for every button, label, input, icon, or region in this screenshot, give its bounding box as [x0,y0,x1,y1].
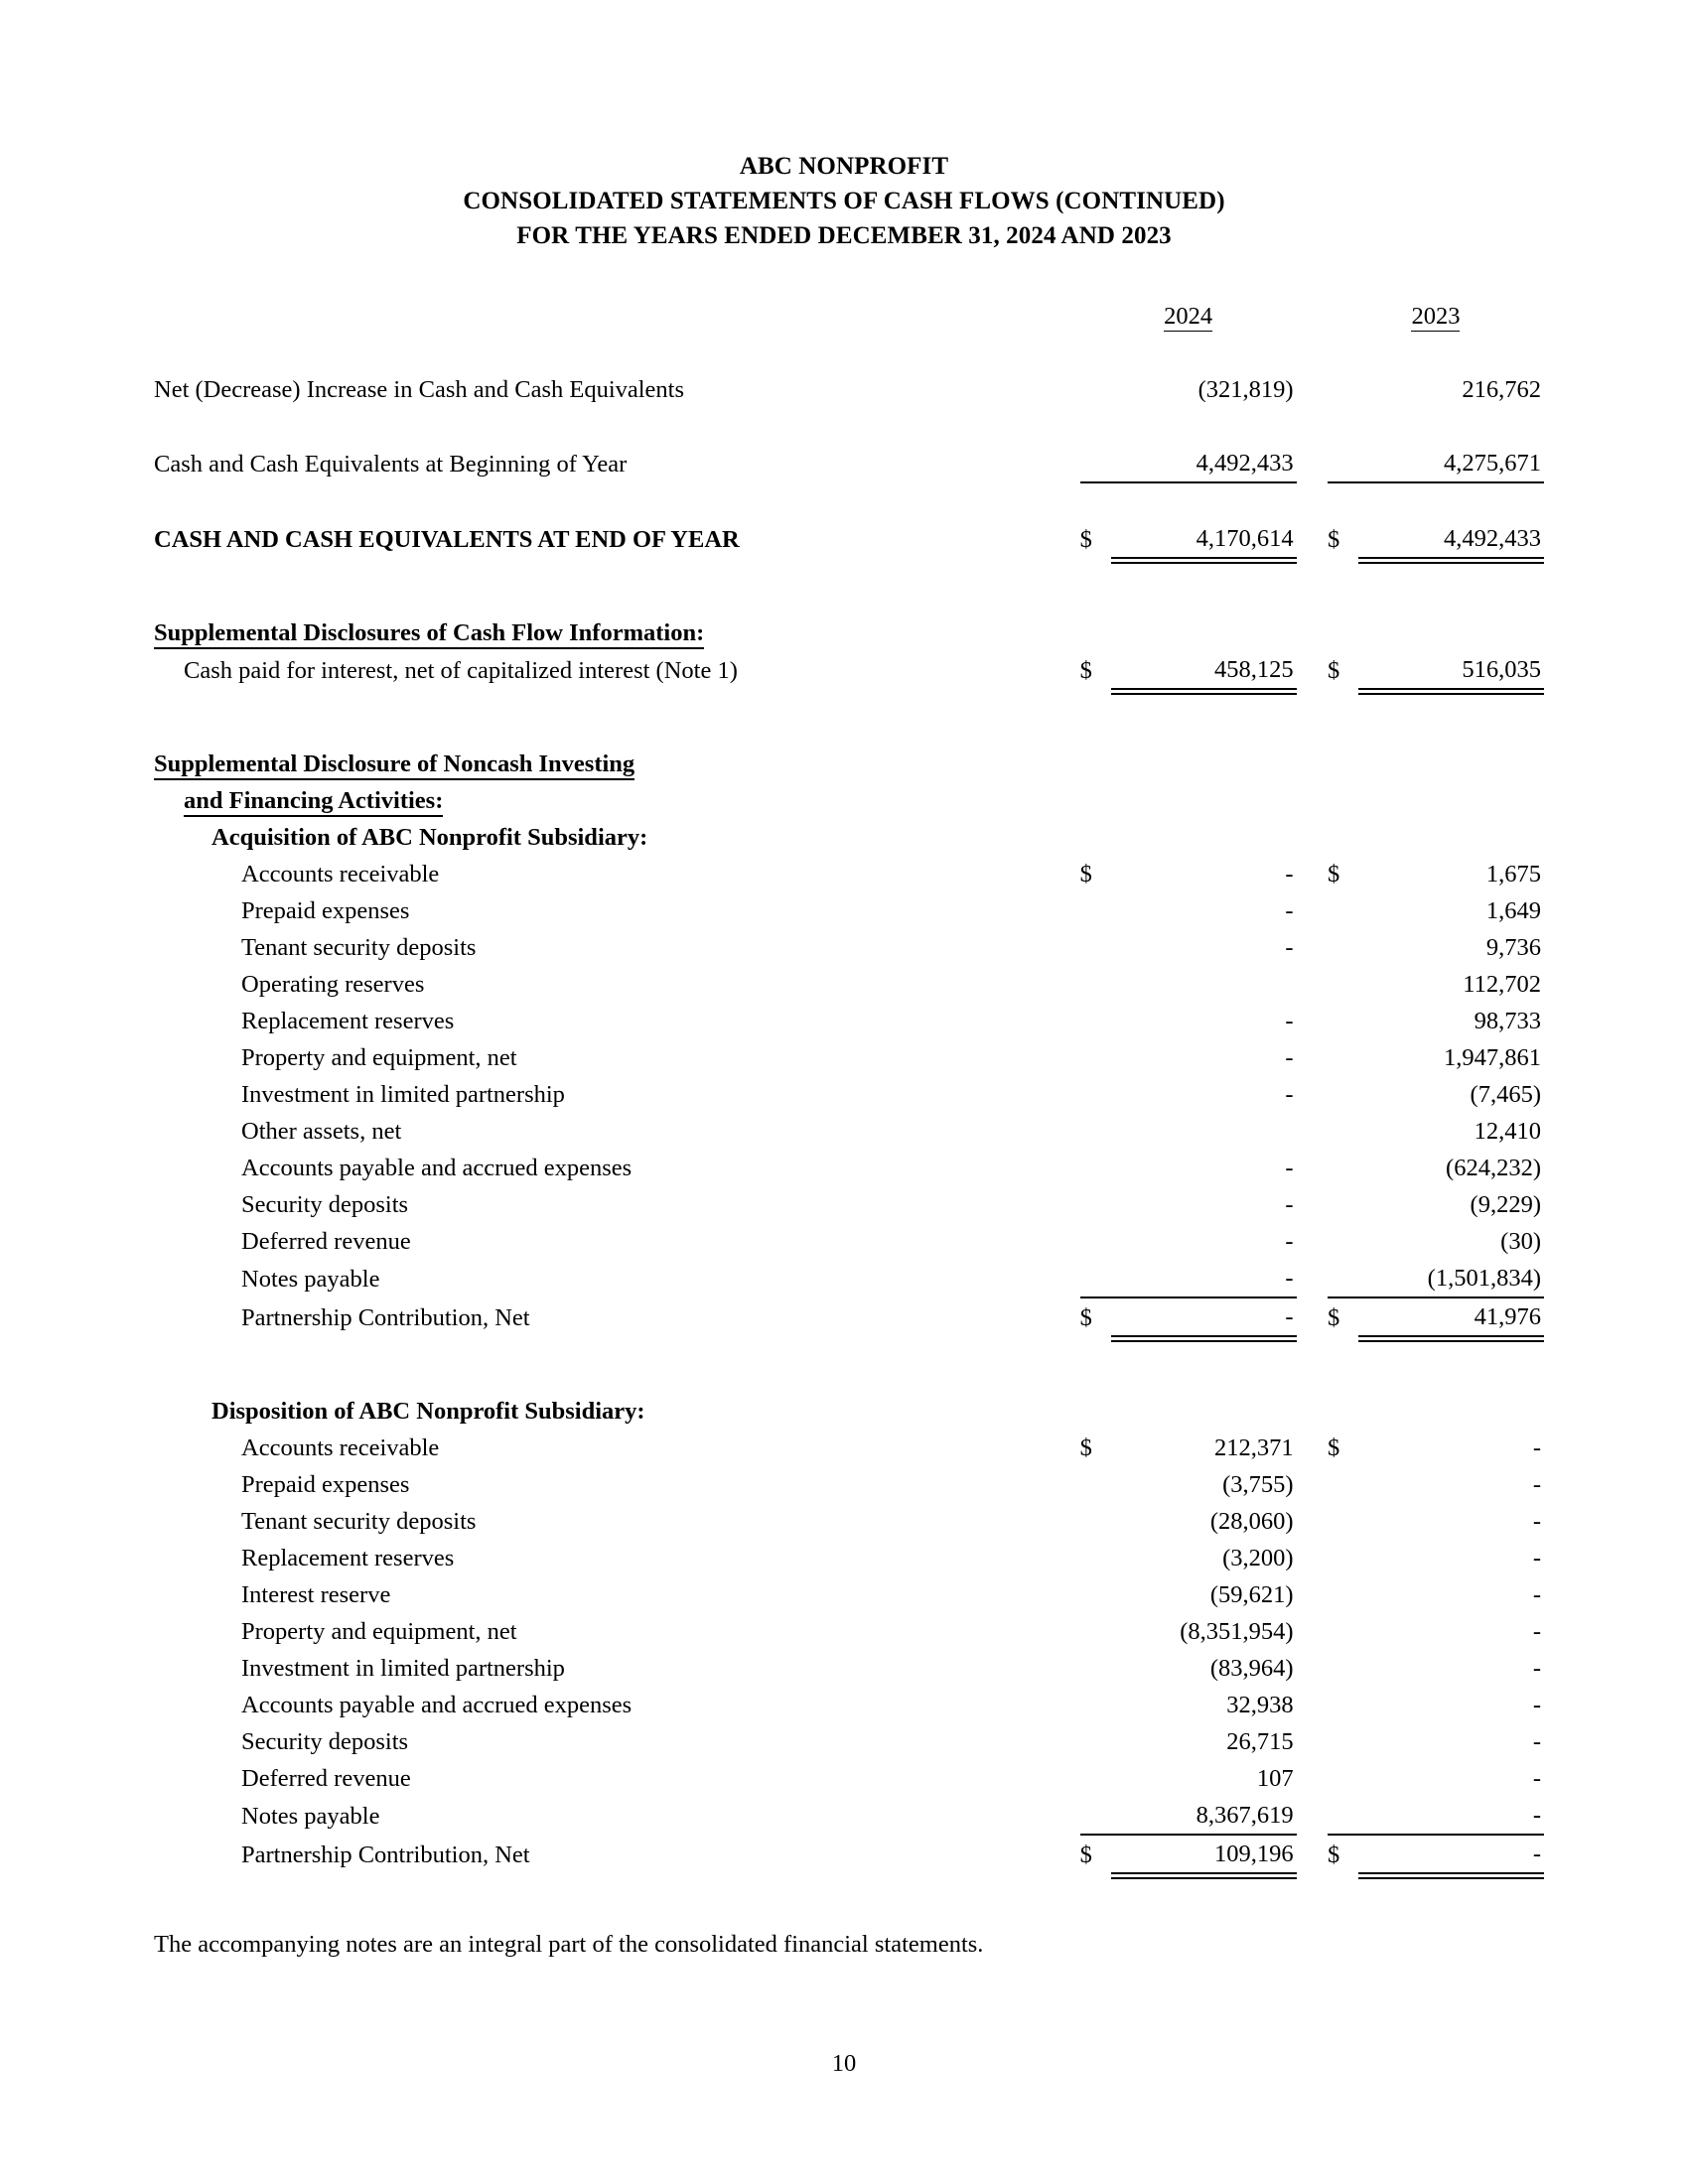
column-header-row [154,298,1544,335]
spacer-row [154,482,1544,520]
currency-2024 [1080,1223,1111,1260]
value-2023: 41,976 [1358,1297,1544,1336]
column-gap [1297,1650,1328,1687]
value-2024: (28,060) [1209,1508,1294,1535]
value-2024: 107 [1256,1765,1294,1792]
column-gap [1297,1186,1328,1223]
currency-2024 [1080,1650,1111,1687]
column-gap [1297,1297,1328,1336]
currency-2024: $ [1079,1434,1092,1461]
currency-2024 [1080,1797,1111,1835]
table-row [154,1797,1544,1835]
value-2024: (8,351,954) [1180,1618,1294,1645]
column-gap [1297,1797,1328,1835]
row-label: Other assets, net [241,1118,402,1145]
table-row [154,1540,1544,1576]
table-row [154,929,1544,966]
currency-2024 [1080,1576,1111,1613]
value-2023: - [1358,1835,1544,1873]
column-gap [1297,651,1328,689]
row-label: Partnership Contribution, Net [241,1304,530,1331]
section-heading-supplemental-cash-flow [154,614,1544,651]
table-row [154,1150,1544,1186]
value-2023: 216,762 [1462,376,1541,403]
currency-2023: $ [1328,1297,1358,1336]
value-2024: 32,938 [1226,1692,1294,1718]
column-gap [1297,892,1328,929]
table-row [154,1723,1544,1760]
table-row [154,1039,1544,1076]
value-2023: - [1532,1508,1541,1535]
spacer-row [154,1336,1544,1393]
currency-2024 [1080,1540,1111,1576]
column-gap [1297,1540,1328,1576]
row-label: CASH AND CASH EQUIVALENTS AT END OF YEAR [154,526,740,553]
accompanying-notes-text: The accompanying notes are an integral part of the consolidated financial statements. [154,1931,984,1958]
row-label: Accounts receivable [241,1434,440,1461]
value-2024: - [1285,861,1294,887]
column-gap [1297,1503,1328,1540]
currency-2024 [1080,1723,1111,1760]
row-label: Replacement reserves [241,1545,455,1571]
column-gap [1297,966,1328,1003]
table-row [154,1466,1544,1503]
row-label: Accounts receivable [241,861,440,887]
column-gap [1297,1003,1328,1039]
subsection-heading-disposition [154,1393,1544,1430]
value-2023: 9,736 [1485,934,1541,961]
value-2023: 516,035 [1358,651,1544,689]
value-2023: - [1532,1802,1541,1829]
spacer-row [154,408,1544,445]
currency-2024: $ [1079,526,1092,553]
currency-2024: $ [1079,657,1092,684]
currency-2024 [1080,1039,1111,1076]
cash-flow-table [154,298,1544,1874]
table-row [154,1430,1544,1466]
row-label: Cash paid for interest, net of capitalized interest (Note 1) [184,657,738,684]
currency-2023 [1328,1150,1358,1186]
currency-2023 [1328,929,1358,966]
currency-2023 [1328,892,1358,929]
table-row [154,1760,1544,1797]
currency-2024: $ [1080,1835,1111,1873]
value-2024 [1111,966,1297,1003]
currency-2023 [1328,1113,1358,1150]
value-2023: 1,947,861 [1444,1044,1541,1071]
currency-2024 [1080,1150,1111,1186]
value-2023: - [1532,1618,1541,1645]
acquisition-items [154,856,1544,1297]
value-2024: - [1285,897,1294,924]
spacer-row [154,558,1544,614]
column-gap [1297,1723,1328,1760]
statement-period: FOR THE YEARS ENDED DECEMBER 31, 2024 AND 2023 [516,222,1172,249]
column-gap [1297,1760,1328,1797]
currency-2024 [1080,929,1111,966]
currency-2023 [1328,1760,1358,1797]
disposition-items [154,1430,1544,1835]
column-gap [1297,445,1328,482]
currency-2023: $ [1327,1434,1340,1461]
row-label: Investment in limited partnership [241,1081,565,1108]
column-gap [1297,1613,1328,1650]
subsection-heading-label: Acquisition of ABC Nonprofit Subsidiary: [211,824,648,851]
currency-2024 [1080,445,1111,482]
column-gap [1297,1466,1328,1503]
currency-2024 [1080,1466,1111,1503]
table-row [154,1186,1544,1223]
table-row [154,1503,1544,1540]
currency-2023 [1328,966,1358,1003]
column-gap [1297,371,1328,408]
currency-2023 [1328,1687,1358,1723]
currency-2023 [1328,1039,1358,1076]
value-2024: (3,200) [1222,1545,1294,1571]
table-row-acquisition-total [154,1297,1544,1336]
table-row [154,966,1544,1003]
column-gap [1297,1113,1328,1150]
row-label: Operating reserves [241,971,425,998]
currency-2023 [1328,1650,1358,1687]
row-label: Interest reserve [241,1581,391,1608]
value-2023: (9,229) [1470,1191,1541,1218]
value-2024: - [1111,1297,1297,1336]
statement-title: CONSOLIDATED STATEMENTS OF CASH FLOWS (CONTINUED) [463,188,1225,214]
currency-2023 [1328,1466,1358,1503]
value-2023: (624,232) [1446,1155,1541,1181]
currency-2023: $ [1327,657,1340,684]
value-2023: - [1532,1765,1541,1792]
currency-2023 [1328,1503,1358,1540]
currency-2024: $ [1079,861,1092,887]
value-2024: - [1285,1228,1294,1255]
value-2023: - [1532,1581,1541,1608]
currency-2023 [1328,1576,1358,1613]
table-row [154,1223,1544,1260]
column-gap [1297,1260,1328,1297]
value-2024: (3,755) [1222,1471,1294,1498]
currency-2024: $ [1080,1297,1111,1336]
value-2024: - [1285,934,1294,961]
table-row [154,1650,1544,1687]
value-2024: (59,621) [1209,1581,1294,1608]
value-2023: - [1532,1545,1541,1571]
row-label: Net (Decrease) Increase in Cash and Cash Equivalents [154,376,685,403]
table-row [154,1076,1544,1113]
value-2023: 4,492,433 [1358,520,1544,558]
value-2024: - [1285,1044,1294,1071]
value-2024: - [1285,1265,1294,1292]
value-2023: - [1532,1655,1541,1682]
currency-2023 [1328,1797,1358,1835]
table-row-beginning-of-year [154,445,1544,482]
currency-2023 [1328,1723,1358,1760]
section-heading-label: and Financing Activities: [154,782,1080,819]
value-2023: 12,410 [1474,1118,1541,1145]
value-2024: (321,819) [1197,376,1294,403]
column-gap [1297,1430,1328,1466]
value-2023: - [1532,1471,1541,1498]
column-gap [1297,1223,1328,1260]
column-header-2023: 2023 [1411,303,1461,330]
value-2023: - [1532,1692,1541,1718]
row-label: Prepaid expenses [241,897,410,924]
value-2024: (83,964) [1209,1655,1294,1682]
currency-2023 [1328,371,1358,408]
value-2024: - [1285,1191,1294,1218]
currency-2024 [1080,1760,1111,1797]
row-label: Partnership Contribution, Net [241,1842,530,1868]
value-2023: 98,733 [1474,1008,1541,1034]
currency-2024 [1080,1260,1111,1297]
row-label: Accounts payable and accrued expenses [241,1692,633,1718]
currency-2023 [1328,1186,1358,1223]
currency-2023: $ [1327,861,1340,887]
currency-2023 [1328,1223,1358,1260]
currency-2024 [1080,1076,1111,1113]
value-2023: (30) [1500,1228,1541,1255]
row-label: Notes payable [241,1266,380,1293]
table-row [154,892,1544,929]
column-gap [1297,1150,1328,1186]
value-2023: 1,675 [1485,861,1541,887]
row-label: Notes payable [241,1803,380,1830]
currency-2024 [1080,1003,1111,1039]
value-2023: 4,275,671 [1358,445,1544,482]
spacer-row [154,689,1544,746]
value-2023: 1,649 [1485,897,1541,924]
value-2024: 212,371 [1213,1434,1294,1461]
column-gap [1297,856,1328,892]
currency-2023 [1328,445,1358,482]
row-label: Investment in limited partnership [241,1655,565,1682]
table-row [154,856,1544,892]
value-2024: 109,196 [1111,1835,1297,1873]
value-2024 [1111,1113,1297,1150]
value-2023: - [1532,1728,1541,1755]
table-row [154,1576,1544,1613]
value-2023: - [1532,1434,1541,1461]
subsection-heading-acquisition [154,819,1544,856]
spacer-row [154,335,1544,371]
currency-2024 [1080,1687,1111,1723]
column-gap [1297,1576,1328,1613]
row-label: Deferred revenue [241,1765,411,1792]
currency-2024 [1080,966,1111,1003]
value-2024: 458,125 [1111,651,1297,689]
currency-2024 [1080,1186,1111,1223]
table-row-cash-paid-interest [154,651,1544,689]
currency-2024 [1080,1113,1111,1150]
table-row-net-change [154,371,1544,408]
column-gap [1297,1039,1328,1076]
currency-2023 [1328,1076,1358,1113]
value-2024: - [1285,1008,1294,1034]
row-label: Tenant security deposits [241,1508,477,1535]
subsection-heading-label: Disposition of ABC Nonprofit Subsidiary: [211,1398,645,1425]
organization-name: ABC NONPROFIT [739,153,949,180]
value-2024: 4,492,433 [1111,445,1297,482]
value-2023: (1,501,834) [1427,1265,1541,1292]
table-row [154,1613,1544,1650]
row-label: Security deposits [241,1728,409,1755]
row-label: Security deposits [241,1191,409,1218]
value-2024: - [1285,1155,1294,1181]
row-label: Cash and Cash Equivalents at Beginning of Year [154,451,628,478]
column-gap [1297,1687,1328,1723]
header-gap [1297,298,1328,335]
currency-2023: $ [1328,1835,1358,1873]
column-gap [1297,1835,1328,1873]
table-row [154,1687,1544,1723]
value-2023: (7,465) [1470,1081,1541,1108]
row-label: Accounts payable and accrued expenses [241,1155,633,1181]
section-heading-noncash-line1 [154,746,1544,782]
row-label: Replacement reserves [241,1008,455,1034]
value-2023: 112,702 [1463,971,1541,998]
table-row [154,1260,1544,1297]
row-label: Deferred revenue [241,1228,411,1255]
currency-2024 [1080,1503,1111,1540]
row-label: Tenant security deposits [241,934,477,961]
column-gap [1297,929,1328,966]
value-2024: 4,170,614 [1111,520,1297,558]
document-header [0,149,1688,253]
row-label: Property and equipment, net [241,1044,517,1071]
currency-2023 [1328,1540,1358,1576]
row-label: Prepaid expenses [241,1471,410,1498]
section-heading-noncash-line2 [154,782,1544,819]
value-2024: 26,715 [1226,1728,1294,1755]
value-2024: 8,367,619 [1196,1802,1294,1829]
column-header-2024: 2024 [1164,303,1213,330]
currency-2023 [1328,1613,1358,1650]
table-row-end-of-year [154,520,1544,558]
currency-2023 [1328,1003,1358,1039]
currency-2024 [1080,371,1111,408]
column-gap [1297,520,1328,558]
section-heading-label: Supplemental Disclosures of Cash Flow Information: [154,614,1080,651]
currency-2023 [1328,1260,1358,1297]
page-number: 10 [831,2050,857,2077]
section-heading-label: Supplemental Disclosure of Noncash Investing [154,746,1080,782]
value-2024: - [1285,1081,1294,1108]
currency-2023: $ [1327,526,1340,553]
currency-2024 [1080,1613,1111,1650]
currency-2024 [1080,892,1111,929]
row-label: Property and equipment, net [241,1618,517,1645]
table-row [154,1003,1544,1039]
header-spacer [154,298,1080,335]
table-row [154,1113,1544,1150]
table-row-disposition-total [154,1835,1544,1873]
column-gap [1297,1076,1328,1113]
